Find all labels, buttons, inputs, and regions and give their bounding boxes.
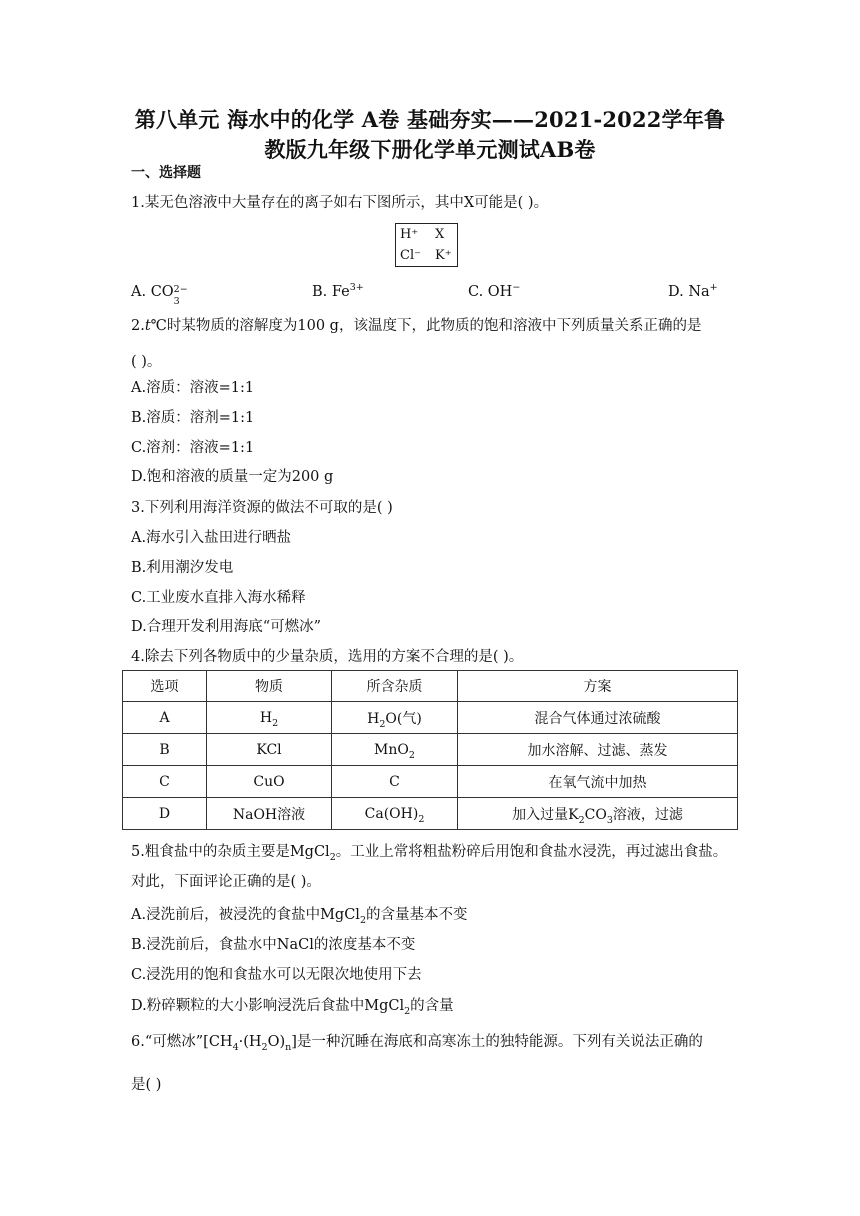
row-plan: 加入过量$K_2CO_3$溶液，过滤 [458, 798, 738, 830]
row-impurity: $H_2O$(气) [332, 702, 458, 734]
q2-stem-cont: ( )。 [131, 354, 162, 370]
q5-stem: 5.粗食盐中的杂质主要是MgCl$_2$。工业上常将粗盐粉碎后用饱和食盐水浸洗，再过滤出食盐。 [131, 844, 728, 863]
q3-option-a: A.海水引入盐田进行晒盐 [131, 530, 292, 546]
ion-cl: Cl⁻ [400, 248, 421, 263]
q5-option-c: C.浸洗用的饱和食盐水可以无限次地使用下去 [131, 967, 422, 983]
row-substance: CuO [207, 766, 332, 798]
q2-stem: 2.t℃时某物质的溶解度为100 g，该温度下，此物质的饱和溶液中下列质量关系正确的是 [131, 318, 702, 334]
header-option: 选项 [123, 671, 207, 702]
row-plan: 加水溶解、过滤、蒸发 [458, 734, 738, 766]
document-title-line1: 第八单元 海水中的化学 A卷 基础夯实——2021-2022学年鲁 [134, 107, 726, 132]
q1-option-b: B. $Fe^{3+}$ [312, 282, 364, 300]
row-option: A [123, 702, 207, 734]
q3-stem: 3.下列利用海洋资源的做法不可取的是( ) [131, 500, 393, 516]
table-row [123, 766, 738, 798]
q1-option-d: D. Na+ [668, 282, 718, 300]
q3-option-d: D.合理开发利用海底“可燃冰” [131, 619, 322, 635]
ion-h: H⁺ [400, 227, 419, 242]
q4-table [122, 670, 738, 830]
header-plan: 方案 [458, 671, 738, 702]
row-plan: 在氧气流中加热 [458, 766, 738, 798]
row-substance: KCl [207, 734, 332, 766]
q2-option-a: A.溶质：溶液=1:1 [131, 380, 255, 396]
q5-option-d: D.粉碎颗粒的大小影响浸洗后食盐中MgCl$_2$的含量 [131, 998, 454, 1017]
q5-option-a: A.浸洗前后，被浸洗的食盐中MgCl$_2$的含量基本不变 [131, 907, 468, 926]
q3-option-b: B.利用潮汐发电 [131, 560, 234, 576]
ion-k: K⁺ [435, 248, 452, 263]
table-row [123, 702, 738, 734]
row-substance: NaOH溶液 [207, 798, 332, 830]
row-impurity: $Ca(OH)_2$ [332, 798, 458, 830]
row-plan: 混合气体通过浓硫酸 [458, 702, 738, 734]
q1-option-c: C. OH− [468, 282, 521, 300]
q6-stem-cont: 是( ) [131, 1077, 162, 1093]
q6-stem: 6.“可燃冰$”[CH_4\cdot(H_2O)_n]$是一种沉睡在海底和高寒冻土的独特能源。下列有关说法正确的 [131, 1034, 703, 1053]
q1-stem: 1.某无色溶液中大量存在的离子如右下图所示，其中X可能是( )。 [131, 195, 549, 211]
q3-option-c: C.工业废水直排入海水稀释 [131, 590, 306, 606]
q4-stem: 4.除去下列各物质中的少量杂质，选用的方案不合理的是( )。 [131, 649, 524, 665]
q5-option-b: B.浸洗前后，食盐水中NaCl的浓度基本不变 [131, 937, 416, 953]
header-impurity: 所含杂质 [332, 671, 458, 702]
row-impurity: MnO$_2$ [332, 734, 458, 766]
header-substance: 物质 [207, 671, 332, 702]
row-option: B [123, 734, 207, 766]
q1-option-a: A. CO 2− 3 [131, 284, 188, 307]
document-title-line2: 教版九年级下册化学单元测试AB卷 [264, 137, 596, 162]
row-option: C [123, 766, 207, 798]
table-row [123, 734, 738, 766]
q2-option-b: B.溶质：溶剂=1:1 [131, 410, 255, 426]
row-substance: $H_2$ [207, 702, 332, 734]
q2-option-d: D.饱和溶液的质量一定为200 g [131, 469, 334, 485]
section-heading: 一、选择题 [131, 165, 201, 181]
table-header-row [123, 671, 738, 702]
q6-formula: $[CH_4\cdot(H_2O)_n]$ [203, 1034, 297, 1053]
row-option: D [123, 798, 207, 830]
q2-option-c: C.溶剂：溶液=1:1 [131, 440, 255, 456]
q5-stem-cont: 对此，下面评论正确的是( )。 [131, 874, 321, 890]
q1-ion-box [395, 223, 458, 267]
row-impurity: C [332, 766, 458, 798]
table-row [123, 798, 738, 830]
ion-x: X [435, 227, 445, 242]
